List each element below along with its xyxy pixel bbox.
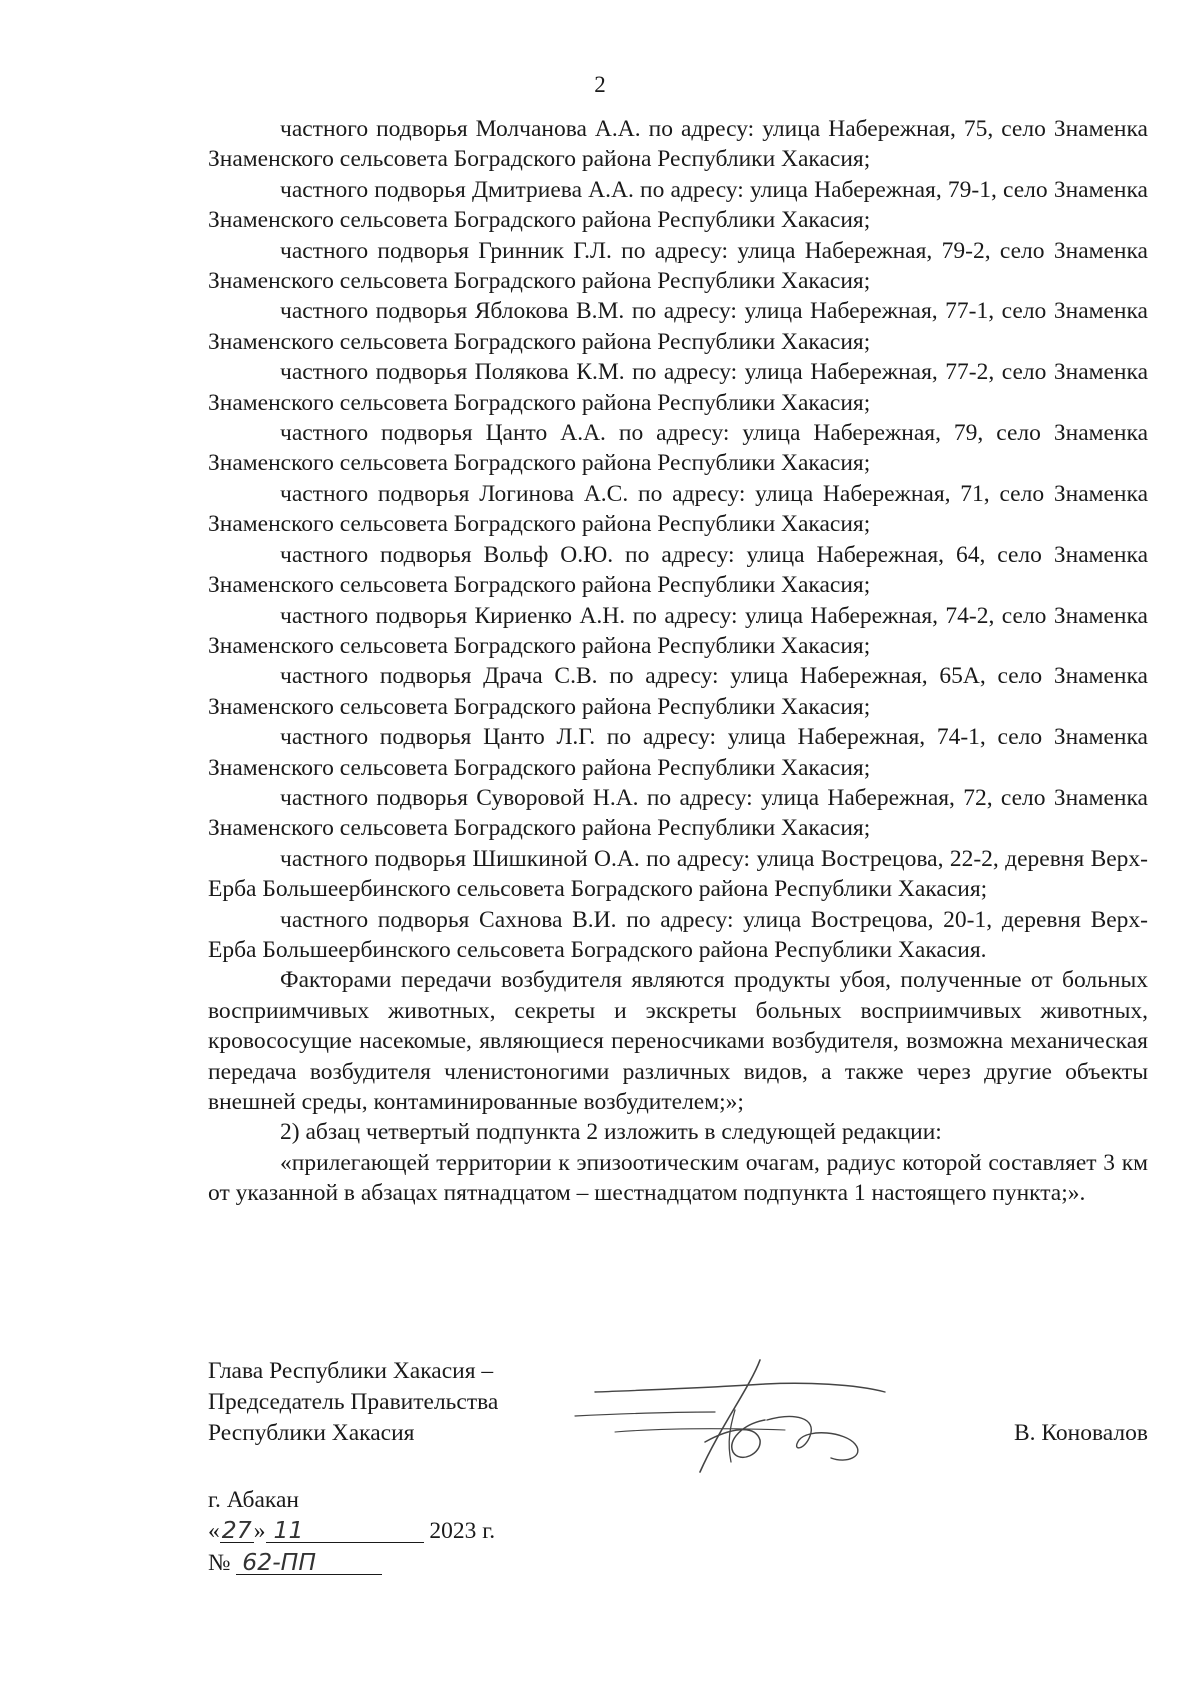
paragraph: частного подворья Гринник Г.Л. по адресу: улица Набережная, 79-2, село Знаменка Знаменского сельсовета Боградского района Республики Хакасия; bbox=[208, 237, 1148, 295]
document-number-line bbox=[208, 1548, 382, 1579]
signatory-title-line: Председатель Правительства bbox=[208, 1389, 499, 1415]
paragraph: частного подворья Цанто А.А. по адресу: улица Набережная, 79, село Знаменка Знаменского сельсовета Боградского района Республики Хакасия; bbox=[208, 420, 1148, 477]
paragraph: 2) абзац четвертый подпункта 2 изложить в следующей редакции: bbox=[280, 1119, 942, 1146]
paragraph: частного подворья Суворовой Н.А. по адресу: улица Набережная, 72, село Знаменка Знаменского сельсовета Боградского района Республики Хакасия; bbox=[208, 784, 1148, 842]
date-line bbox=[208, 1516, 495, 1547]
paragraph: частного подворья Дмитриева А.А. по адресу: улица Набережная, 79-1, село Знаменка Знаменского сельсовета Боградского района Республики Хакасия; bbox=[208, 176, 1148, 234]
paragraph: частного подворья Логинова А.С. по адресу: улица Набережная, 71, село Знаменка Знаменского сельсовета Боградского района Республики Хакасия; bbox=[208, 480, 1148, 538]
paragraph: Факторами передачи возбудителя являются продукты убоя, полученные от больных восприимчивых животных, секреты и экскреты больных восприимчивых животных, кровососущие насекомые, являющиеся переносчиками возбудителя, возможна механическая передача возбудителя членистоногими различных видов, а также через другие объекты внешней среды, контаминированные возбудителем;»; bbox=[208, 967, 1148, 1115]
date-month: 11 bbox=[266, 1518, 424, 1543]
paragraph: частного подворья Полякова К.М. по адресу: улица Набережная, 77-2, село Знаменка Знаменского сельсовета Боградского района Республики Хакасия; bbox=[208, 359, 1148, 416]
number-sign: № bbox=[208, 1550, 231, 1576]
paragraph: частного подворья Цанто Л.Г. по адресу: улица Набережная, 74-1, село Знаменка Знаменского сельсовета Боградского района Республики Хакасия; bbox=[208, 724, 1148, 781]
signatory-title-line: Глава Республики Хакасия – bbox=[208, 1358, 494, 1384]
city-label: г. Абакан bbox=[208, 1487, 299, 1513]
paragraph: частного подворья Молчанова А.А. по адресу: улица Набережная, 75, село Знаменка Знаменского сельсовета Боградского района Республики Хакасия; bbox=[208, 116, 1148, 173]
date-open-quote: « bbox=[208, 1518, 220, 1544]
paragraph: «прилегающей территории к эпизоотическим очагам, радиус которой составляет 3 км от указанной в абзацах пятнадцатом – шестнадцатом подпункта 1 настоящего пункта;». bbox=[208, 1149, 1148, 1207]
paragraph: частного подворья Кириенко А.Н. по адресу: улица Набережная, 74-2, село Знаменка Знаменского сельсовета Боградского района Республики Хакасия; bbox=[208, 602, 1148, 659]
signatory-title-line: Республики Хакасия bbox=[208, 1420, 415, 1446]
paragraph: частного подворья Яблокова В.М. по адресу: улица Набережная, 77-1, село Знаменка Знаменского сельсовета Боградского района Республики Хакасия; bbox=[208, 298, 1148, 355]
paragraph: частного подворья Вольф О.Ю. по адресу: улица Набережная, 64, село Знаменка Знаменского сельсовета Боградского района Республики Хакасия; bbox=[208, 541, 1148, 599]
document-body bbox=[208, 114, 1148, 1209]
handwritten-signature bbox=[555, 1332, 915, 1492]
paragraph: частного подворья Драча С.В. по адресу: улица Набережная, 65А, село Знаменка Знаменского сельсовета Боградского района Республики Хакасия; bbox=[208, 663, 1148, 720]
signatory-name: В. Коновалов bbox=[1013, 1420, 1148, 1446]
signatory-title bbox=[208, 1356, 498, 1449]
paragraph: частного подворья Сахнова В.И. по адресу: улица Вострецова, 20-1, деревня Верх-Ерба Большеербинского сельсовета Боградского района Республики Хакасия. bbox=[208, 906, 1148, 963]
date-year: 2023 г. bbox=[429, 1518, 496, 1544]
date-day: 27 bbox=[220, 1518, 254, 1543]
paragraph: частного подворья Шишкиной О.А. по адресу: улица Вострецова, 22-2, деревня Верх-Ерба Большеербинского сельсовета Боградского района Республики Хакасия; bbox=[208, 845, 1148, 903]
document-number: 62-ПП bbox=[236, 1550, 382, 1575]
date-close-quote: » bbox=[253, 1518, 266, 1544]
page-number: 2 bbox=[594, 72, 606, 97]
